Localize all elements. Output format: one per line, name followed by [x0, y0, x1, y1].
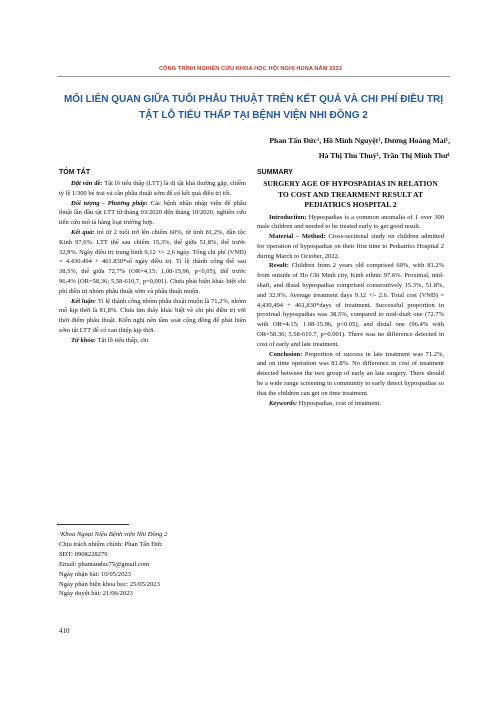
- summary-keywords: Keywords: Hypospadias, cost of treatment.: [269, 399, 381, 407]
- abstract-background: Đặt vấn đề: Tật lỗ tiểu thấp (LTT) là dị tật khá thường gặp, chiếm tỷ lệ 1/300 bé trai và cần phẫu thuật sớm để có kết quả điều trị tốt.: [59, 180, 246, 197]
- footnote-email: Email: phantanduc75@gmail.com: [59, 560, 150, 568]
- footnote-approval-date: Ngày duyệt bài: 21/06/2023: [59, 590, 133, 598]
- abstract-keywords: Từ khóa: Tật lỗ tiểu thấp, chi: [71, 336, 149, 344]
- footnote-phone: SĐT: 0908228279: [59, 550, 108, 558]
- footnote-affiliation: ¹Khoa Ngoại Niệu Bệnh viện Nhi Đồng 2: [59, 531, 168, 538]
- authors-line-2: Hà Thị Thu Thuỷ¹, Trần Thị Minh Thư¹: [318, 150, 450, 160]
- summary-introduction: Introduction: Hypospadias is a common anomalia of 1 over 300 male children and needed to be treated early to get good result.: [257, 213, 444, 231]
- article-title-vietnamese: MỐI LIÊN QUAN GIỮA TUỔI PHẪU THUẬT TRÊN KẾT QUẢ VÀ CHI PHÍ ĐIỀU TRỊ TẬT LỖ TIỂU THẤP TẠI BỆNH VIỆN NHI ĐỒNG 2: [63, 94, 444, 121]
- summary-conclusion: Conclusion: Proportion of success in late treatment was 71.2%, and on time operation was 81.8%. No difference in cost of treatment detected between the two group of early an late surgery. There should be a wide range screening in community to early detect hypospadias so that the children can get on time treatment.: [257, 350, 444, 397]
- abstract-methods: Đối tượng - Phương pháp: Các bệnh nhân nhập viện để phẫu thuật lần đầu tật LTT từ tháng 03/2020 đến tháng 10/2020, nghiên cứu tiến cứu mô tả hàng loạt trường hợp.: [59, 199, 246, 227]
- footnote-review-date: Ngày phản biện khoa học: 25/05/2023: [59, 580, 160, 588]
- summary-result: Result: Children from 2 years old comprised 60%, with 81.2% from outside of Ho Chi Minh city, Kinh ethnic 97.6%. Proximal, mid-shaft, and distal hypospadias comprised consecutively 15.3%, 51.8%, and 32.9%. Average treatment days 9.12 +/- 2.6. Total cost (VNĐ) = 4,430,494 + 461,830*days of treatment. Successful proportion in proximal hypospadias was 38.5%, compared to mid-shaft one (72.7% with OR=4.15; 1.08-15.96, p<0.05), and distal one (96.4% with OR=58.36; 5.58-610.7, p=0.001). There was no difference detected in cost of early and late treatment.: [257, 262, 444, 348]
- article-title-english: SURGERY AGE OF HYPOSPADIAS IN RELATION TO COST AND TREARMENT RESULT AT PEDIATRICS HOSPITAL 2: [263, 179, 438, 209]
- abstract-heading: TÓM TẮT: [59, 169, 91, 176]
- footnote-divider: [57, 524, 129, 525]
- abstract-conclusion: Kết luận: Tỉ lệ thành công nhóm phẫu thuật muộn là 71,2%, nhóm mổ kịp thời là 81,8%. Chưa tìm thấy khác biệt về chi phí điều trị với thời điểm phẫu thuật. Kiến nghị nên tầm soát cộng đồng để phát hiện sớm tật LTT để có can thiệp kịp thời.: [59, 297, 246, 334]
- page-number: 410: [59, 627, 70, 635]
- summary-english-column: [257, 169, 444, 408]
- authors-line-1: Phan Tấn Đức¹, Hồ Minh Nguyệt¹, Dương Hoàng Mai¹,: [269, 136, 450, 145]
- author-list: [90, 134, 450, 163]
- running-header: CÔNG TRÌNH NGHIÊN CỨU KHOA HỌC HỘI NGHỊ HUNA NĂM 2023: [159, 66, 342, 72]
- summary-method: Material – Method: Cross-sectional study on children admitted for operation of hypospadias on their first time to Pediatrics Hospital 2 during March to October, 2022.: [257, 233, 444, 260]
- footnote-responsible-author: Chịu trách nhiệm chính: Phan Tấn Đức: [59, 540, 163, 548]
- footnote-received-date: Ngày nhận bài: 10/05/2023: [59, 570, 131, 578]
- summary-heading: SUMMARY: [257, 169, 293, 176]
- abstract-vietnamese-column: [59, 169, 246, 346]
- footnotes: [59, 530, 246, 599]
- abstract-results: Kết quả: trẻ từ 2 tuổi trở lên chiếm 60%, từ tỉnh 81,2%, dân tộc Kinh 97,6%. LTT thể sau chiếm 15,3%, thể giữa 51,8%, thể trước 32,9%. Ngày điều trị trung bình 9,12 +/- 2,6 ngày. Tổng chi phí (VNĐ) = 4.430.494 + 461.830*số ngày điều trị. Tỉ lệ thành công thể sau 38,5%, thể giữa 72,7% (OR=4,15; 1,08-15,96, p<0,05), thể trước 96,4% (OR=58,36; 5,58-610,7, p=0,001). Chưa phát hiện khác biệt chi phí điều trị nhóm phẫu thuật sớm và phẫu thuật muộn.: [59, 228, 246, 295]
- header-divider: [57, 76, 450, 77]
